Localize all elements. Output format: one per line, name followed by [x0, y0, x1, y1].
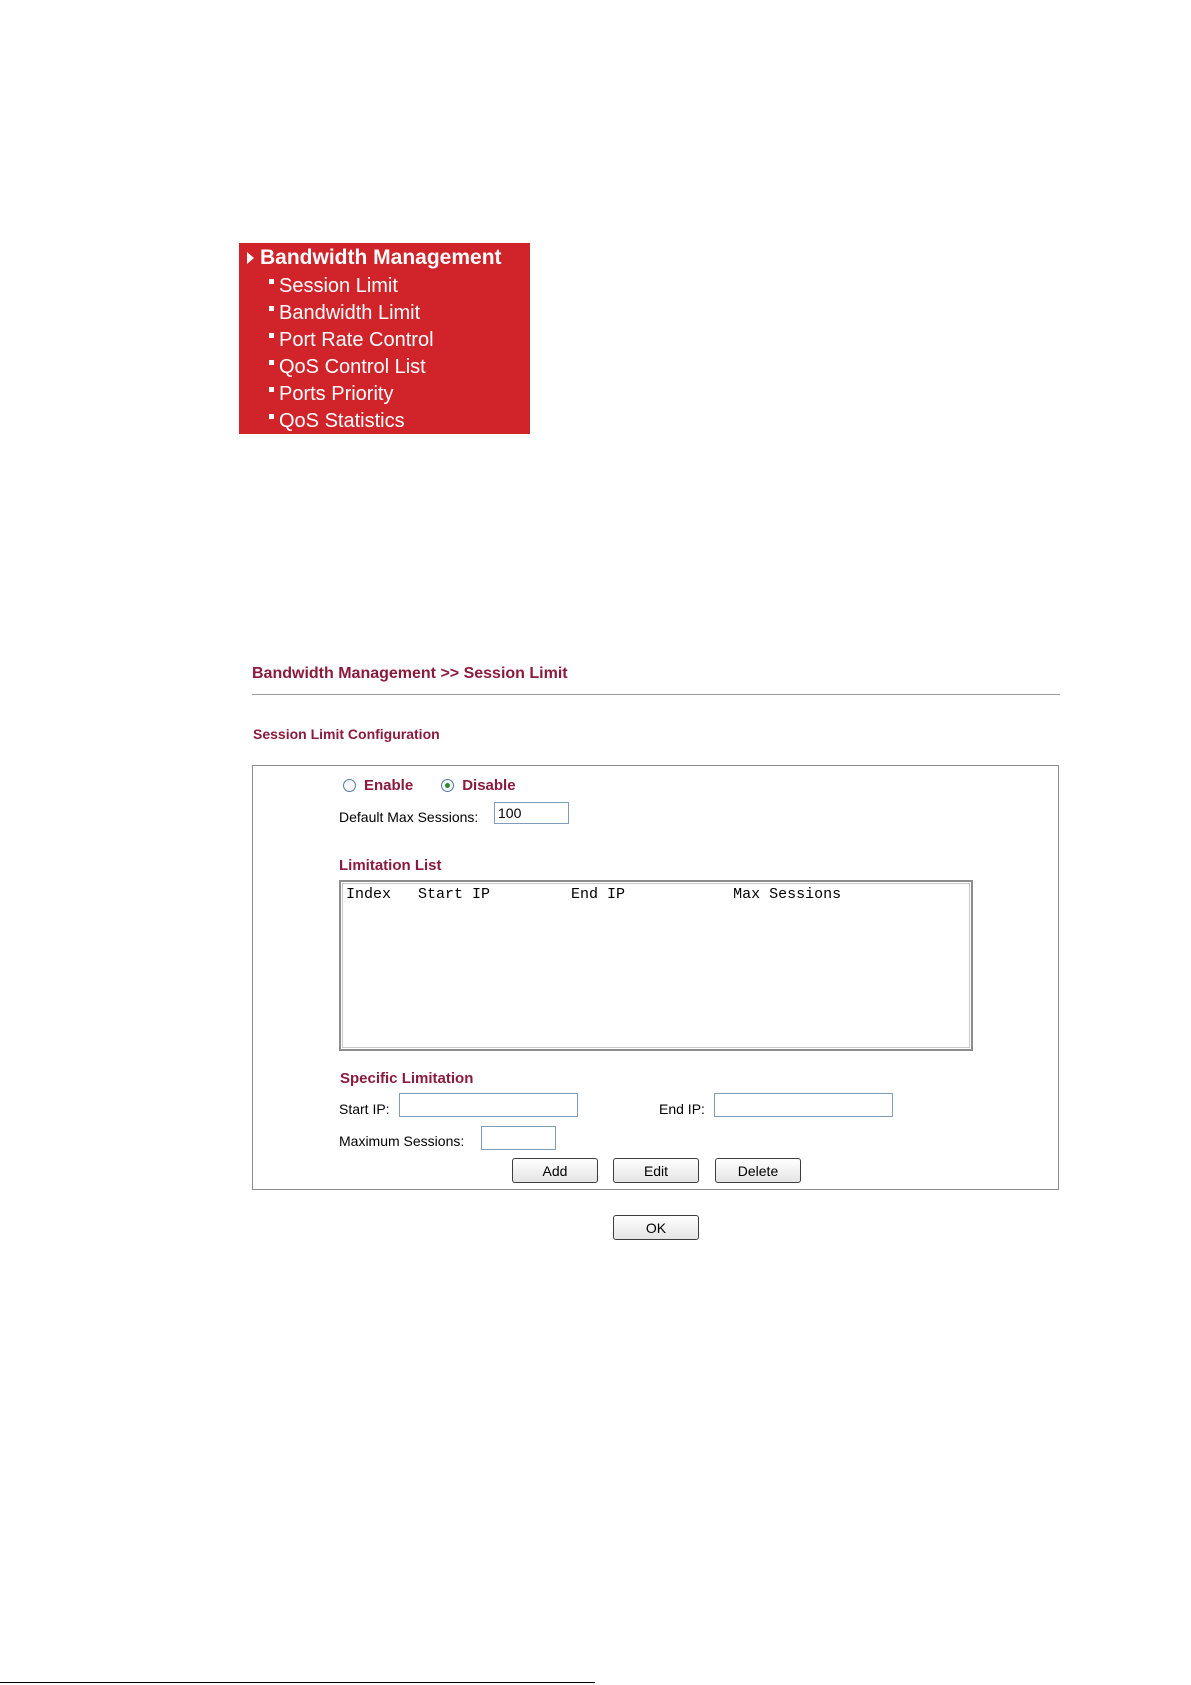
delete-button[interactable]: Delete	[715, 1158, 801, 1183]
bandwidth-management-menu	[239, 243, 530, 434]
bullet-icon	[269, 333, 274, 338]
bullet-icon	[269, 360, 274, 365]
edit-button[interactable]: Edit	[613, 1158, 699, 1183]
maximum-sessions-label: Maximum Sessions:	[339, 1133, 465, 1149]
disable-label: Disable	[462, 777, 516, 794]
menu-item-label: Port Rate Control	[279, 329, 434, 351]
default-max-sessions-label: Default Max Sessions:	[339, 809, 479, 825]
menu-item-session-limit[interactable]	[269, 273, 434, 300]
limitation-listbox[interactable]	[339, 880, 973, 1051]
menu-title[interactable]	[247, 246, 502, 270]
menu-item-label: QoS Statistics	[279, 410, 405, 432]
maximum-sessions-input[interactable]	[481, 1126, 556, 1150]
end-ip-input[interactable]	[714, 1093, 893, 1117]
caret-right-icon	[247, 252, 254, 264]
ok-button[interactable]: OK	[613, 1215, 699, 1240]
listbox-inner	[342, 883, 970, 1048]
bullet-icon	[269, 279, 274, 284]
menu-list	[269, 273, 434, 435]
add-button[interactable]: Add	[512, 1158, 598, 1183]
radio-checked-icon	[441, 779, 454, 792]
listbox-header: Index Start IP End IP Max Sessions	[346, 886, 842, 903]
menu-item-port-rate-control[interactable]	[269, 327, 434, 354]
limitation-list-title: Limitation List	[339, 857, 442, 874]
bullet-icon	[269, 414, 274, 419]
page-title: Bandwidth Management >> Session Limit	[252, 665, 568, 682]
specific-limitation-title: Specific Limitation	[340, 1070, 474, 1087]
menu-item-qos-control-list[interactable]	[269, 354, 434, 381]
menu-item-bandwidth-limit[interactable]	[269, 300, 434, 327]
title-divider	[252, 694, 1060, 695]
footnote-divider	[0, 1682, 595, 1683]
bullet-icon	[269, 306, 274, 311]
menu-item-ports-priority[interactable]	[269, 381, 434, 408]
menu-item-label: Ports Priority	[279, 383, 394, 405]
section-title: Session Limit Configuration	[253, 726, 440, 742]
start-ip-input[interactable]	[399, 1093, 578, 1117]
enable-label: Enable	[364, 777, 414, 794]
disable-radio[interactable]	[441, 777, 515, 794]
menu-item-label: Bandwidth Limit	[279, 302, 421, 324]
default-max-sessions-input[interactable]	[494, 802, 569, 824]
start-ip-label: Start IP:	[339, 1101, 390, 1117]
mode-radio-group	[343, 777, 516, 794]
menu-item-label: QoS Control List	[279, 356, 426, 378]
menu-item-qos-statistics[interactable]	[269, 408, 434, 435]
bullet-icon	[269, 387, 274, 392]
menu-title-label: Bandwidth Management	[260, 246, 502, 269]
end-ip-label: End IP:	[659, 1101, 705, 1117]
radio-unchecked-icon	[343, 779, 356, 792]
enable-radio[interactable]	[343, 777, 413, 794]
menu-item-label: Session Limit	[279, 275, 398, 297]
